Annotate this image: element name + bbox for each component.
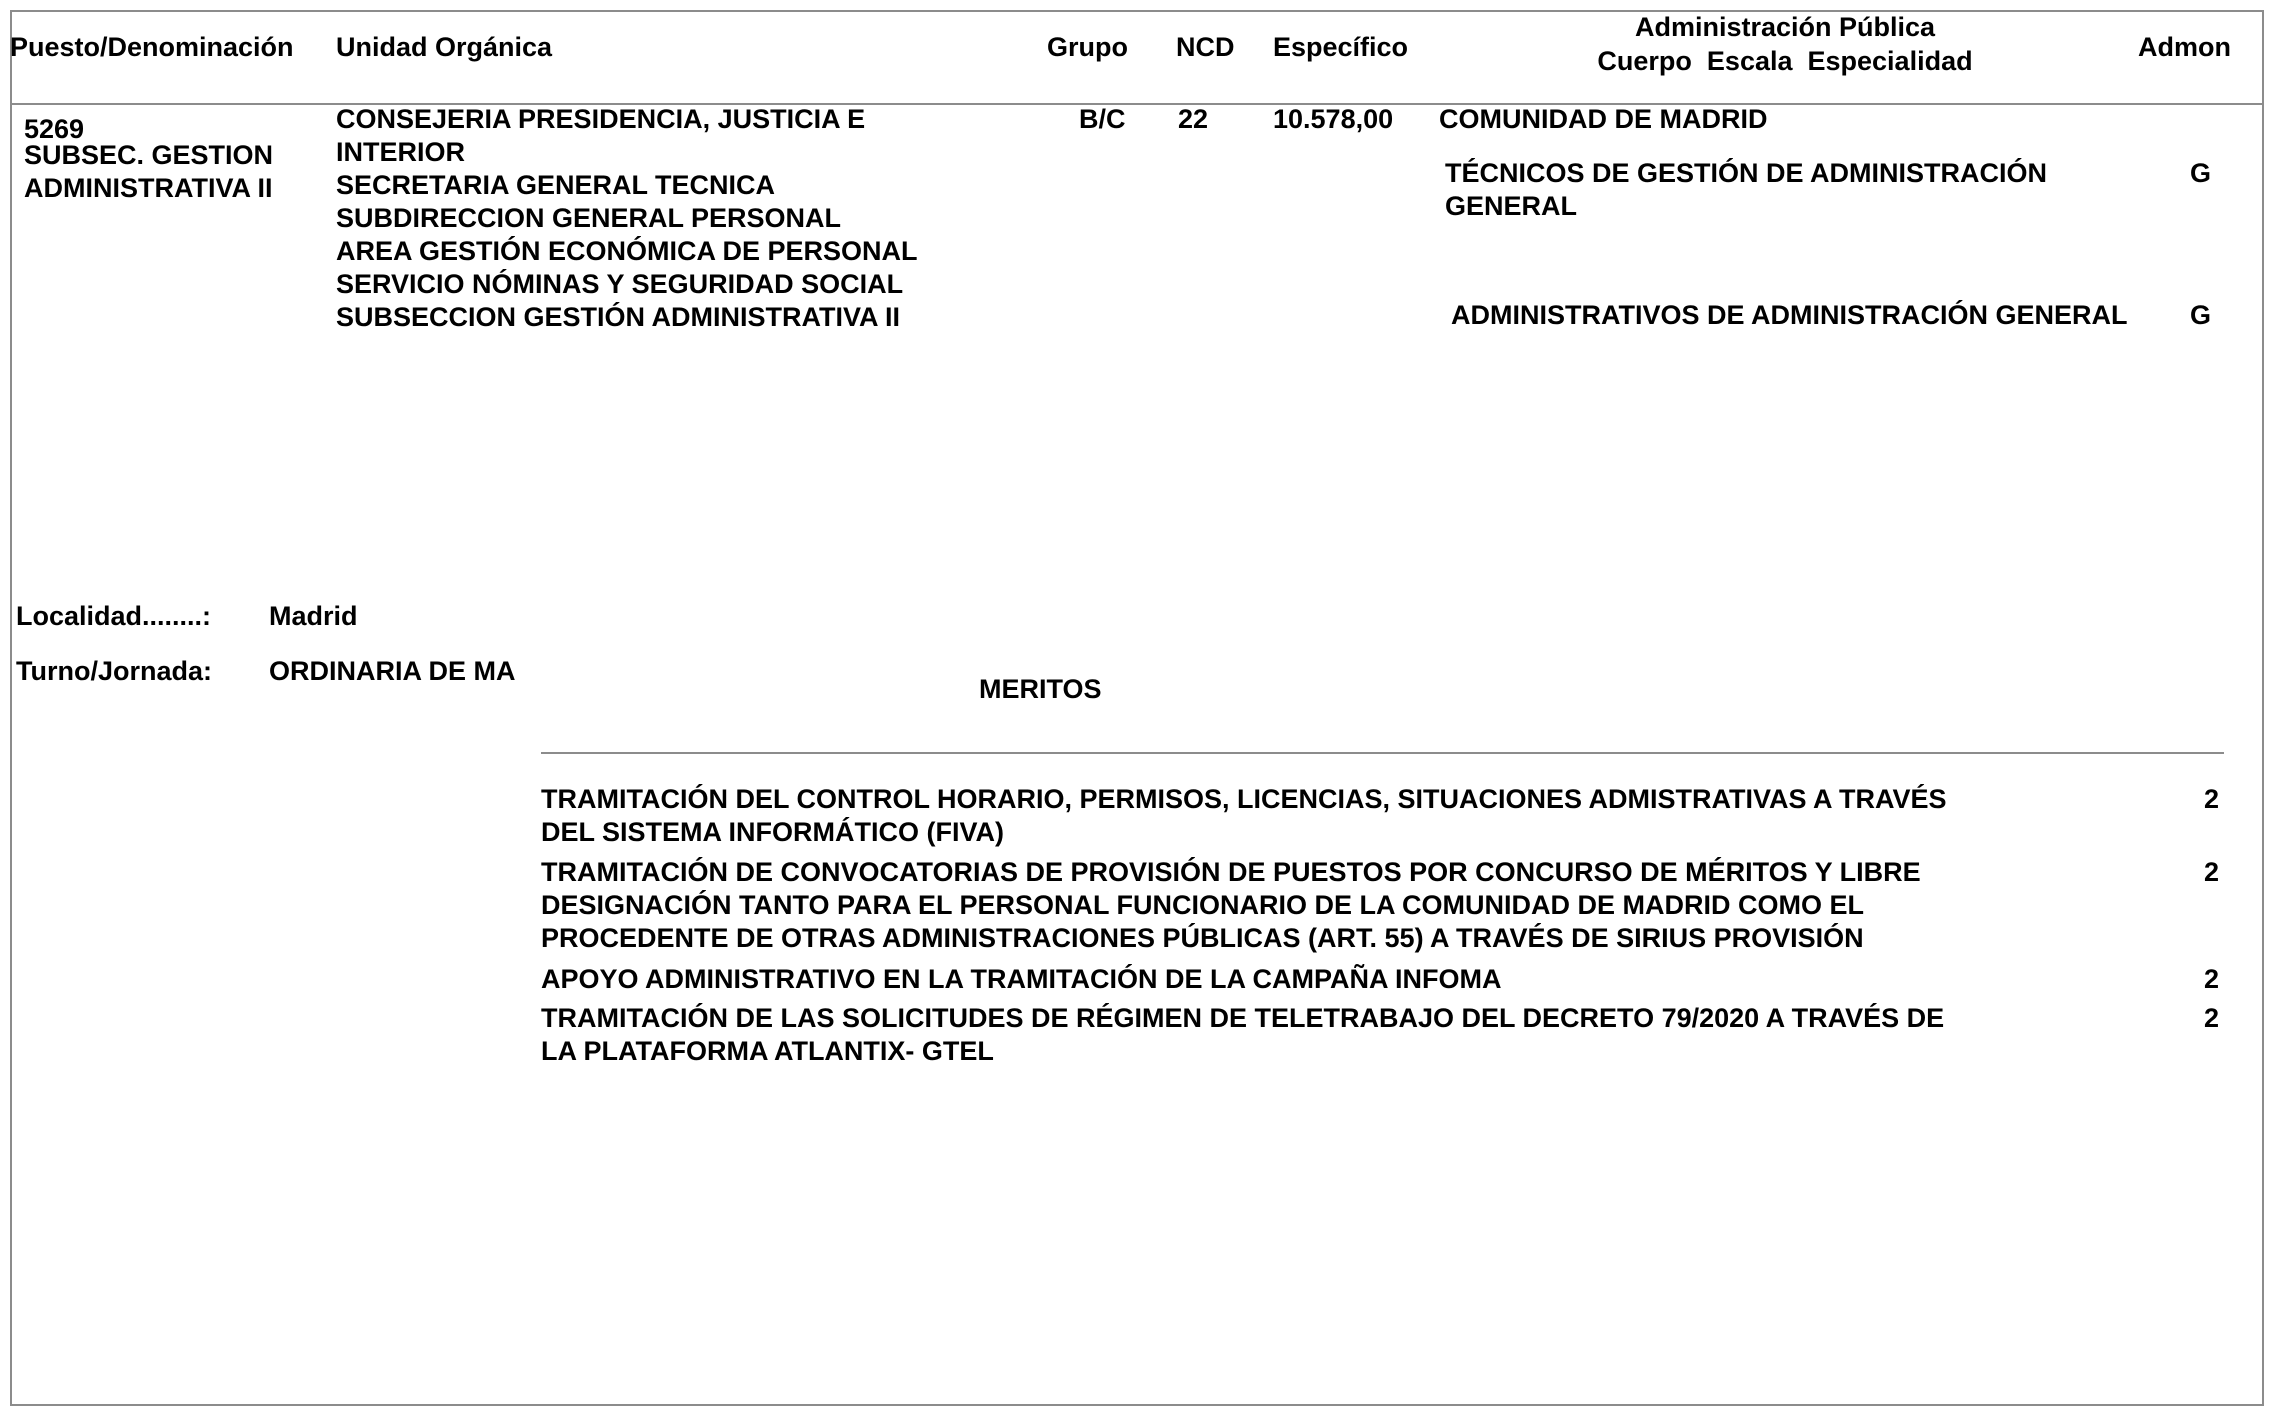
merit-score: 2 (2203, 857, 2219, 887)
unidad-line: SUBSECCION GESTIÓN ADMINISTRATIVA II (336, 302, 901, 332)
merit-text (541, 783, 2031, 849)
merit-item (541, 783, 2224, 849)
position-especifico: 10.578,00 (1273, 104, 1394, 134)
merit-score: 2 (2203, 784, 2219, 814)
meritos-title: MERITOS (979, 674, 1102, 704)
merit-line: TRAMITACIÓN DEL CONTROL HORARIO, PERMISOS, LICENCIAS, SITUACIONES ADMISTRATIVAS A TRAVÉS (541, 784, 1947, 814)
header-ncd: NCD (1176, 32, 1235, 62)
merit-text (541, 1002, 2031, 1068)
merit-score: 2 (2203, 1003, 2219, 1033)
localidad-value: Madrid (269, 601, 358, 631)
merit-item (541, 963, 2224, 996)
header-especifico: Específico (1273, 32, 1409, 62)
unidad-line: AREA GESTIÓN ECONÓMICA DE PERSONAL (336, 236, 918, 266)
cuerpo-line: TÉCNICOS DE GESTIÓN DE ADMINISTRACIÓN (1445, 158, 2048, 188)
cuerpo-line: GENERAL (1445, 191, 1578, 221)
turno-label: Turno/Jornada: (16, 656, 213, 686)
merit-item (541, 856, 2224, 955)
merit-line: DEL SISTEMA INFORMÁTICO (FIVA) (541, 817, 1004, 847)
merit-line: TRAMITACIÓN DE LAS SOLICITUDES DE RÉGIMEN DE TELETRABAJO DEL DECRETO 79/2020 A TRAVÉS DE (541, 1003, 1945, 1033)
cuerpo-2-admon: G (2190, 300, 2212, 330)
unidad-line: INTERIOR (336, 137, 466, 167)
position-name-line: ADMINISTRATIVA II (24, 173, 273, 203)
unidad-line: CONSEJERIA PRESIDENCIA, JUSTICIA E (336, 104, 866, 134)
unidad-line: SERVICIO NÓMINAS Y SEGURIDAD SOCIAL (336, 269, 904, 299)
merit-line: TRAMITACIÓN DE CONVOCATORIAS DE PROVISIÓN DE PUESTOS POR CONCURSO DE MÉRITOS Y LIBRE (541, 857, 1921, 887)
merit-item (541, 1002, 2224, 1068)
header-puesto: Puesto/Denominación (10, 32, 294, 62)
position-grupo: B/C (1079, 104, 1126, 134)
header-admon: Admon (2138, 32, 2231, 62)
localidad-label: Localidad........: (16, 601, 212, 631)
merit-score: 2 (2203, 964, 2219, 994)
turno-value: ORDINARIA DE MA (269, 656, 516, 686)
unidad-organica (336, 103, 918, 334)
merit-text (541, 963, 2031, 996)
position-ncd: 22 (1178, 104, 1209, 134)
merit-text (541, 856, 2031, 955)
cuerpo-1-admon: G (2190, 158, 2212, 188)
cuerpo-1 (1445, 157, 2047, 223)
position-name (24, 139, 273, 205)
merit-line: LA PLATAFORMA ATLANTIX- GTEL (541, 1036, 994, 1066)
header-unidad: Unidad Orgánica (336, 32, 553, 62)
merit-line: APOYO ADMINISTRATIVO EN LA TRAMITACIÓN DE LA CAMPAÑA INFOMA (541, 964, 1502, 994)
position-name-line: SUBSEC. GESTION (24, 140, 274, 170)
unidad-line: SECRETARIA GENERAL TECNICA (336, 170, 776, 200)
merit-line: PROCEDENTE DE OTRAS ADMINISTRACIONES PÚBLICAS (ART. 55) A TRAVÉS DE SIRIUS PROVISIÓN (541, 923, 1864, 953)
meritos-divider (541, 752, 2224, 754)
position-administracion: COMUNIDAD DE MADRID (1439, 104, 1768, 134)
position-number: 5269 (24, 114, 85, 144)
merit-line: DESIGNACIÓN TANTO PARA EL PERSONAL FUNCIONARIO DE LA COMUNIDAD DE MADRID COMO EL (541, 890, 1865, 920)
unidad-line: SUBDIRECCION GENERAL PERSONAL (336, 203, 842, 233)
header-administracion: Administración Pública (1634, 12, 1936, 42)
header-grupo: Grupo (1047, 32, 1128, 62)
header-cuerpo-escala: Cuerpo Escala Especialidad (1597, 46, 1973, 76)
cuerpo-2: ADMINISTRATIVOS DE ADMINISTRACIÓN GENERAL (1451, 300, 2128, 330)
